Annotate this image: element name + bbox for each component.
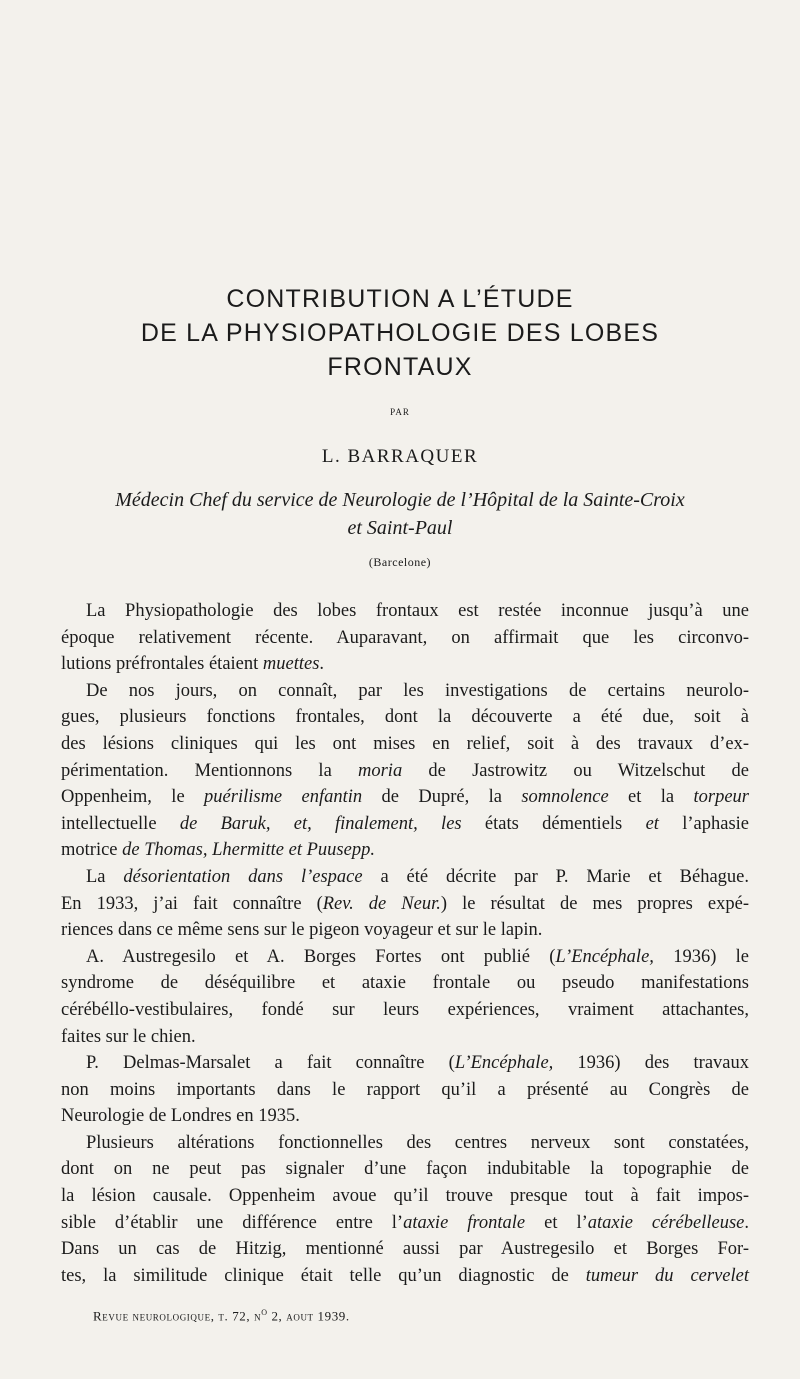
text-segment: . xyxy=(319,654,325,675)
body-line xyxy=(61,651,749,678)
text-segment: P. Delmas-Marsalet a fait connaître ( xyxy=(86,1053,455,1074)
body-line: dont on ne peut pas signaler d’une façon indubitable la topographie de xyxy=(61,1159,749,1180)
author-city: (Barcelone) xyxy=(368,555,432,569)
text-segment: A. Austregesilo et A. Borges Fortes ont publié ( xyxy=(86,946,556,967)
italic-phrase: L’Encéphale, xyxy=(454,1053,554,1074)
text-segment: intellectuelle xyxy=(61,813,157,834)
text-segment: de Dupré, la xyxy=(362,787,522,808)
body-line: syndrome de déséquilibre et ataxie frontale ou pseudo manifestations xyxy=(61,973,749,994)
text-segment: et la xyxy=(608,787,694,808)
body-line: La Physiopathologie des lobes frontaux est restée inconnue jusqu’à une xyxy=(86,601,749,621)
author-name: L. BARRAQUER xyxy=(321,446,479,467)
text-segment: motrice xyxy=(61,840,118,861)
footer-number-sup: o xyxy=(261,1306,268,1318)
body-line: cérébéllo-vestibulaires, fondé sur leurs expériences, vraiment attachantes, xyxy=(61,999,749,1020)
italic-phrase: Rev. de Neur. xyxy=(322,893,441,914)
text-segment: a été décrite par P. Marie et Béhague. xyxy=(362,866,749,887)
text-segment: sible d’établir une différence entre l’ xyxy=(61,1212,404,1233)
text-segment: En 1933, j’ai fait connaître ( xyxy=(61,893,323,914)
article-body xyxy=(61,598,749,1289)
text-segment: de Jastrowitz ou Witzelschut de xyxy=(402,760,749,781)
body-line xyxy=(61,758,749,785)
body-line: Plusieurs altérations fonctionnelles des centres nerveux sont constatées, xyxy=(86,1132,749,1153)
body-line: faites sur le chien. xyxy=(61,1026,196,1047)
body-line xyxy=(61,1050,749,1077)
body-line xyxy=(61,811,749,838)
italic-phrase: ataxie frontale xyxy=(403,1212,526,1233)
footer-journal: Revue neurologique, t. 72, n xyxy=(93,1308,262,1324)
italic-phrase: puérilisme enfantin xyxy=(204,787,363,808)
text-segment: lutions préfrontales étaient xyxy=(61,654,263,675)
text-segment: périmentation. Mentionnons la xyxy=(61,760,358,781)
italic-phrase: somnolence xyxy=(521,787,609,808)
title-line: DE LA PHYSIOPATHOLOGIE DES LOBES xyxy=(140,319,660,347)
body-line xyxy=(61,1210,749,1237)
body-line: Dans un cas de Hitzig, mentionné aussi par Austregesilo et Borges For- xyxy=(61,1239,749,1260)
text-segment: 1936) le xyxy=(653,946,749,967)
text-segment: et l’ xyxy=(525,1212,588,1233)
text-segment: 1936) des travaux xyxy=(553,1053,749,1074)
italic-phrase: muettes xyxy=(262,654,320,675)
body-line xyxy=(61,784,749,811)
italic-phrase: et xyxy=(622,813,683,834)
body-line: riences dans ce même sens sur le pigeon voyageur et sur le lapin. xyxy=(61,920,543,941)
title-line: CONTRIBUTION A L’ÉTUDE xyxy=(226,285,574,313)
italic-phrase: de Baruk, et, finalement, les xyxy=(156,813,485,834)
italic-phrase: tumeur du cervelet xyxy=(585,1265,749,1286)
text-segment: états démentiels xyxy=(484,813,623,834)
text-segment: La xyxy=(86,866,124,887)
body-line: De nos jours, on connaît, par les investigations de certains neurolo- xyxy=(86,680,749,701)
article-title xyxy=(60,282,740,384)
text-segment: Oppenheim, le xyxy=(61,787,205,808)
body-line xyxy=(61,864,749,891)
italic-phrase: torpeur xyxy=(693,787,749,808)
text-segment: tes, la similitude clinique était telle qu’un diagnostic de xyxy=(61,1265,586,1286)
affiliation-line: et Saint-Paul xyxy=(347,517,453,539)
body-line xyxy=(61,1263,749,1290)
body-line xyxy=(61,891,749,918)
italic-phrase: ataxie cérébelleuse xyxy=(587,1212,745,1233)
footer-issue-date: 2, aout 1939. xyxy=(267,1308,350,1324)
body-line: non moins importants dans le rapport qu’il a présenté au Congrès de xyxy=(61,1079,749,1100)
body-line: Neurologie de Londres en 1935. xyxy=(61,1106,300,1127)
italic-phrase: de Thomas, Lhermitte et Puusepp. xyxy=(117,840,375,861)
text-segment: ) le résultat de mes propres expé- xyxy=(440,893,749,914)
italic-phrase: L’Encéphale, xyxy=(555,946,654,967)
byline-par: PAR xyxy=(390,407,410,417)
title-line: FRONTAUX xyxy=(327,353,473,381)
italic-phrase: désorientation dans l’espace xyxy=(123,866,363,887)
body-line xyxy=(61,837,749,864)
page-footer xyxy=(93,1306,350,1324)
body-line: des lésions cliniques qui les ont mises en relief, soit à des travaux d’ex- xyxy=(61,733,749,754)
text-segment: . xyxy=(744,1212,749,1233)
body-line: la lésion causale. Oppenheim avoue qu’il trouve presque tout à fait impos- xyxy=(61,1186,749,1207)
italic-phrase: moria xyxy=(358,760,403,781)
affiliation-line: Médecin Chef du service de Neurologie de l’Hôpital de la Sainte-Croix xyxy=(115,489,685,511)
text-segment: l’aphasie xyxy=(682,813,750,834)
body-line xyxy=(61,944,749,971)
author-affiliation xyxy=(60,486,740,542)
body-line: gues, plusieurs fonctions frontales, dont la découverte a été due, soit à xyxy=(61,707,749,728)
body-line: époque relativement récente. Auparavant, on affirmait que les circonvo- xyxy=(61,627,749,648)
